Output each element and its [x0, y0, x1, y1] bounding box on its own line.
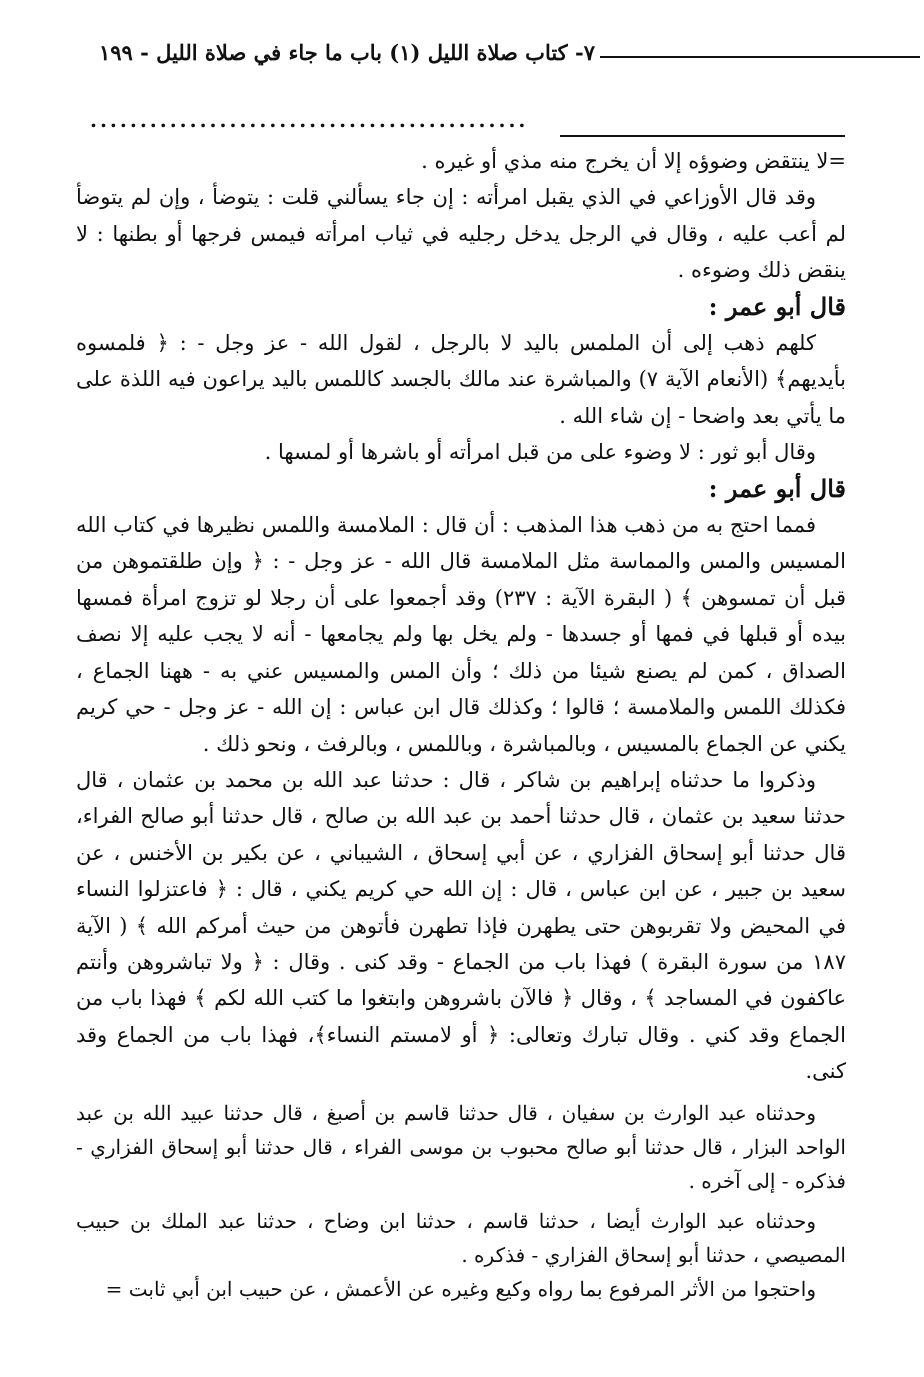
header-rule	[600, 56, 920, 58]
page-header	[70, 36, 860, 76]
footnote-rule	[560, 135, 845, 137]
paragraph-haddathanahu-1: وحدثناه عبد الوارث بن سفيان ، قال حدثنا قاسم بن أصبغ ، قال حدثنا عبيد الله بن عبد الواحد البزار ، قال حدثنا أبو صالح محبوب بن موسى الفراء ، قال حدثنا أبو إسحاق الفزاري - فذكره - إلى آخره .	[76, 1100, 846, 1193]
paragraph-ihtajju: واحتجوا من الأثر المرفوع بما رواه وكيع وغيره عن الأعمش ، عن حبيب ابن أبي ثابت =	[105, 1276, 816, 1301]
page-body	[76, 143, 846, 1306]
paragraph-continuation: =لا ينتقض وضوؤه إلا أن يخرج منه مذي أو غيره .	[421, 149, 846, 173]
heading-abu-umar-2: قال أبو عمر :	[708, 473, 846, 503]
heading-abu-umar-1: قال أبو عمر :	[708, 291, 846, 321]
paragraph-awzai: وقد قال الأوزاعي في الذي يقبل امرأته : إن جاء يسألني قلت : يتوضأ ، وإن لم يتوضأ لم أعب عليه ، وقال في الرجل يدخل رجليه في ثياب امرأته فيمس فرجها أو بطنها : لا ينقض ذلك وضوءه .	[76, 185, 846, 283]
dotted-separator: ............................................	[90, 108, 529, 132]
paragraph-abu-thawr: وقال أبو ثور : لا وضوء على من قبل امرأته أو باشرها أو لمسها .	[264, 440, 816, 465]
paragraph-dhakaru: وذكروا ما حدثناه إبراهيم بن شاكر ، قال : حدثنا عبد الله بن محمد بن عثمان ، قال حدثنا سعيد بن عثمان ، قال حدثنا أحمد بن عبد الله بن صالح ، قال حدثنا أبو صالح الفراء، قال حدثنا أبو إسحاق الفزاري ، عن أبي إسحاق ، الشيباني ، عن بكير بن الأخنس ، عن سعيد بن جبير ، عن ابن عباس ، قال : إن الله حي كريم يكني ، قال : ﴿ فاعتزلوا النساء في المحيض ولا تقربوهن حتى يطهرن فإذا تطهرن فأتوهن من حيث أمركم الله ﴾ ( الآية ١٨٧ من سورة البقرة ) فهذا باب من الجماع - وقد كنى . وقال : ﴿ ولا تباشروهن وأنتم عاكفون في المساجد ﴾ ، وقال ﴿ فالآن باشروهن وابتغوا ما كتب الله لكم ﴾ فهذا باب من الجماع وقد كني . وقال تبارك وتعالى: ﴿ أو لامستم النساء﴾، فهذا باب من الجماع وقد كنى.	[76, 767, 846, 1084]
paragraph-haddathanahu-2: وحدثناه عبد الوارث أيضا ، حدثنا قاسم ، حدثنا ابن وضاح ، حدثنا عبد الملك بن حبيب المصيصي ، حدثنا أبو إسحاق الفزاري - فذكره .	[76, 1208, 846, 1267]
paragraph-ihtajja: فمما احتج به من ذهب هذا المذهب : أن قال : الملامسة واللمس نظيرها في كتاب الله المسيس والمس والمماسة مثل الملامسة قال الله - عز وجل - : ﴿ وإن طلقتموهن من قبل أن تمسوهن ﴾ ( البقرة الآية : ٢٣٧) وقد أجمعوا على أن رجلا لو تزوج امرأة فمسها بيده أو قبلها في فمها أو جسدها - ولم يخل بها ولم يجامعها - أنه لا يجب عليه إلا نصف الصداق ، كمن لم يصنع شيئا من ذلك ؛ وأن المس والمسيس عني به - ههنا الجماع ، فكذلك اللمس والملامسة ؛ قالوا ؛ وكذلك قال ابن عباس : إن الله - عز وجل - حي كريم يكني عن الجماع بالمسيس ، وبالمباشرة ، وباللمس ، وبالرفث ، ونحو ذلك .	[76, 513, 846, 756]
paragraph-lams: كلهم ذهب إلى أن الملمس باليد لا بالرجل ، لقول الله - عز وجل - : ﴿ فلمسوه بأيديهم﴾ (الأنعام الآية ٧) والمباشرة عند مالك بالجسد كاللمس باليد يراعون فيه اللذة على ما يأتي بعد واضحا - إن شاء الله .	[76, 331, 846, 428]
header-title: ٧- كتاب صلاة الليل (١) باب ما جاء في صلاة الليل - ١٩٩	[99, 40, 595, 65]
